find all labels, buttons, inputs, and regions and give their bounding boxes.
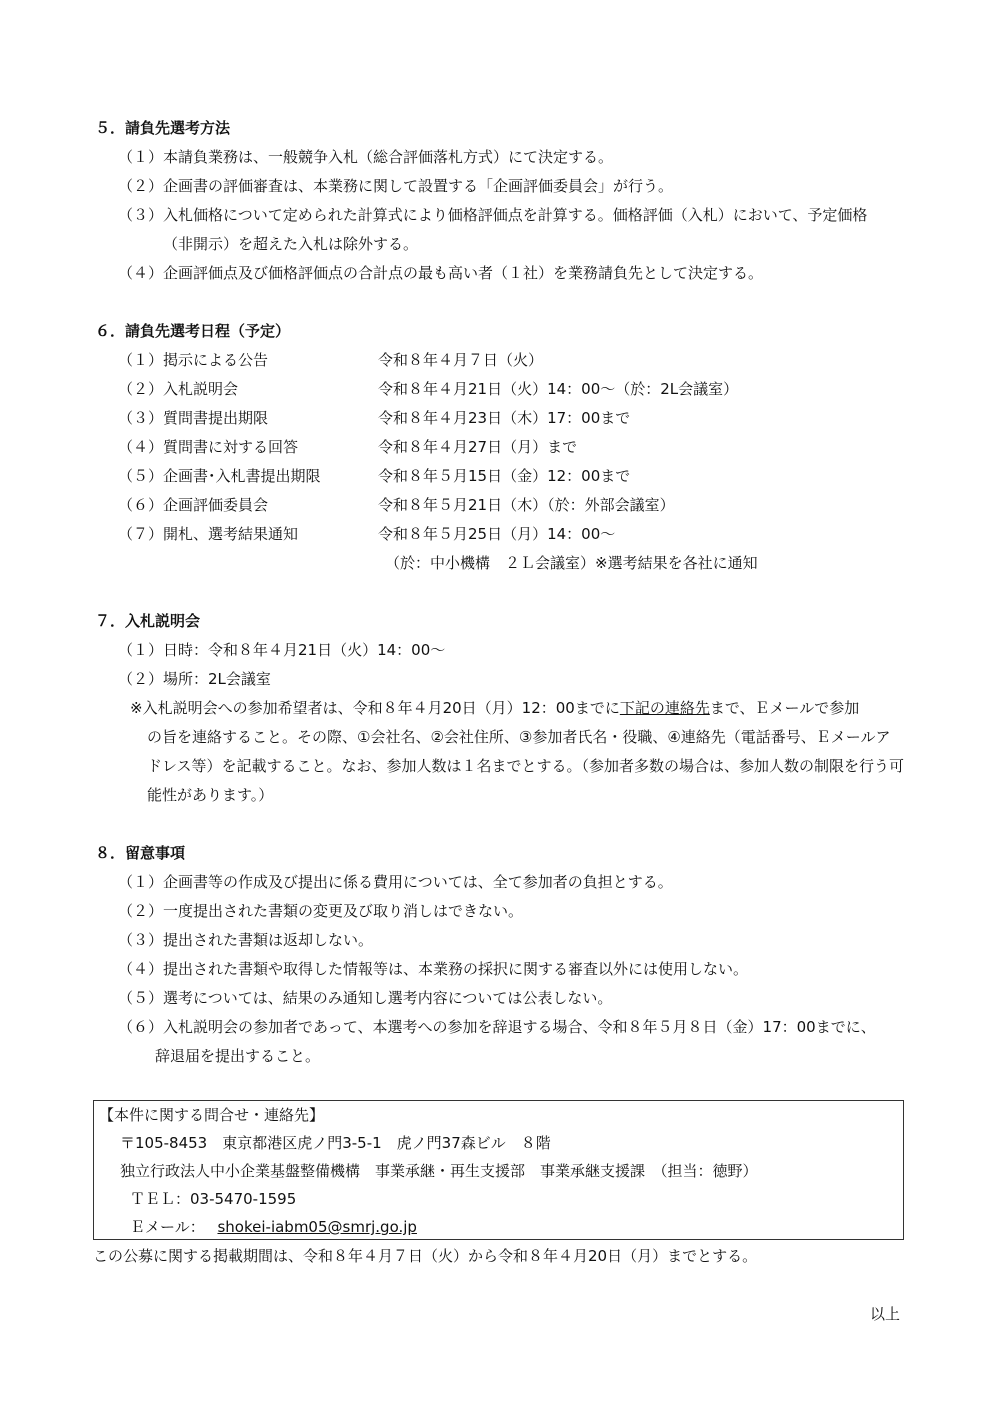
contact-heading: 【本件に関する問合せ・連絡先】 <box>99 1106 325 1124</box>
contact-organization: 独立行政法人中小企業基盤整備機構 事業承継・再生支援部 事業承継支援課 （担当：徳野） <box>120 1162 758 1180</box>
section-8-item-6-cont: 辞退届を提出すること。 <box>155 1047 321 1065</box>
schedule-label: （６）企画評価委員会 <box>118 496 269 514</box>
section-8-item-6: （６）入札説明会の参加者であって、本選考への参加を辞退する場合、令和８年５月８日（金）17：00までに、 <box>118 1018 876 1036</box>
section-8-title: ８．留意事項 <box>95 844 186 862</box>
schedule-label: （５）企画書･入札書提出期限 <box>118 467 321 485</box>
schedule-label: （１）掲示による公告 <box>118 351 269 369</box>
schedule-label: （３）質問書提出期限 <box>118 409 269 427</box>
contact-email-link[interactable]: shokei-iabm05@smrj.go.jp <box>217 1218 417 1236</box>
briefing-note-start: ※入札説明会への参加希望者は、令和８年４月20日（月）12：00までに <box>130 699 620 717</box>
section-7-item-1: （１）日時：令和８年４月21日（火）14：00～ <box>118 641 446 659</box>
schedule-date: 令和８年４月７日（火） <box>378 351 544 369</box>
section-5-title: ５．請負先選考方法 <box>95 119 231 137</box>
section-5-item-3-cont: （非開示）を超えた入札は除外する。 <box>163 235 419 253</box>
schedule-date: 令和８年５月25日（月）14：00～ <box>378 525 616 543</box>
schedule-date: 令和８年４月23日（木）17：00まで <box>378 409 631 427</box>
contact-reference-link: 下記の連絡先 <box>619 699 710 717</box>
section-8-item-4: （４）提出された書類や取得した情報等は、本業務の採択に関する審査以外には使用しない。 <box>118 960 749 978</box>
contact-address: 〒105-8453 東京都港区虎ノ門3-5-1 虎ノ門37森ビル ８階 <box>120 1134 551 1152</box>
closing-mark: 以上 <box>870 1305 901 1323</box>
schedule-label: （２）入札説明会 <box>118 380 239 398</box>
posting-period: この公募に関する掲載期間は、令和８年４月７日（火）から令和８年４月20日（月）までとする。 <box>93 1247 758 1265</box>
schedule-label: （４）質問書に対する回答 <box>118 438 299 456</box>
section-6-title: ６．請負先選考日程（予定） <box>95 322 291 340</box>
section-5-item-3: （３）入札価格について定められた計算式により価格評価点を計算する。価格評価（入札）において、予定価格 <box>118 206 868 224</box>
schedule-label: （７）開札、選考結果通知 <box>118 525 299 543</box>
briefing-note-line: ドレス等）を記載すること。なお、参加人数は１名までとする。（参加者多数の場合は、参加人数の制限を行う可 <box>147 757 905 775</box>
section-8-item-2: （２）一度提出された書類の変更及び取り消しはできない。 <box>118 902 524 920</box>
schedule-date: 令和８年４月21日（火）14：00～（於：2L会議室） <box>378 380 739 398</box>
contact-email-label: Ｅメール： <box>130 1218 205 1236</box>
section-8-item-3: （３）提出された書類は返却しない。 <box>118 931 374 949</box>
schedule-date: 令和８年５月15日（金）12：00まで <box>378 467 631 485</box>
section-5-item-1: （１）本請負業務は、一般競争入札（総合評価落札方式）にて決定する。 <box>118 148 614 166</box>
schedule-extra-note: （於：中小機構 ２Ｌ会議室）※選考結果を各社に通知 <box>385 554 758 572</box>
section-5-item-2: （２）企画書の評価審査は、本業務に関して設置する「企画評価委員会」が行う。 <box>118 177 674 195</box>
contact-phone: ＴＥＬ：03-5470-1595 <box>130 1190 297 1208</box>
briefing-note-end: まで、Ｅメールで参加 <box>709 699 860 717</box>
briefing-note-line: 能性があります。） <box>147 786 274 804</box>
section-8-item-5: （５）選考については、結果のみ通知し選考内容については公表しない。 <box>118 989 613 1007</box>
briefing-note-line: の旨を連絡すること。その際、①会社名、②会社住所、③参加者氏名・役職、④連絡先（電話番号、Ｅメールア <box>147 728 891 746</box>
schedule-date: 令和８年４月27日（月）まで <box>378 438 578 456</box>
section-7-item-2: （２）場所：2L会議室 <box>118 670 271 688</box>
section-8-item-1: （１）企画書等の作成及び提出に係る費用については、全て参加者の負担とする。 <box>118 873 673 891</box>
briefing-note <box>130 694 859 723</box>
contact-box <box>93 1100 904 1240</box>
contact-email-row <box>130 1213 417 1242</box>
section-5-item-4: （４）企画評価点及び価格評価点の合計点の最も高い者（１社）を業務請負先として決定する。 <box>118 264 764 282</box>
schedule-date: 令和８年５月21日（木）（於：外部会議室） <box>378 496 675 514</box>
section-7-title: ７．入札説明会 <box>95 612 201 630</box>
